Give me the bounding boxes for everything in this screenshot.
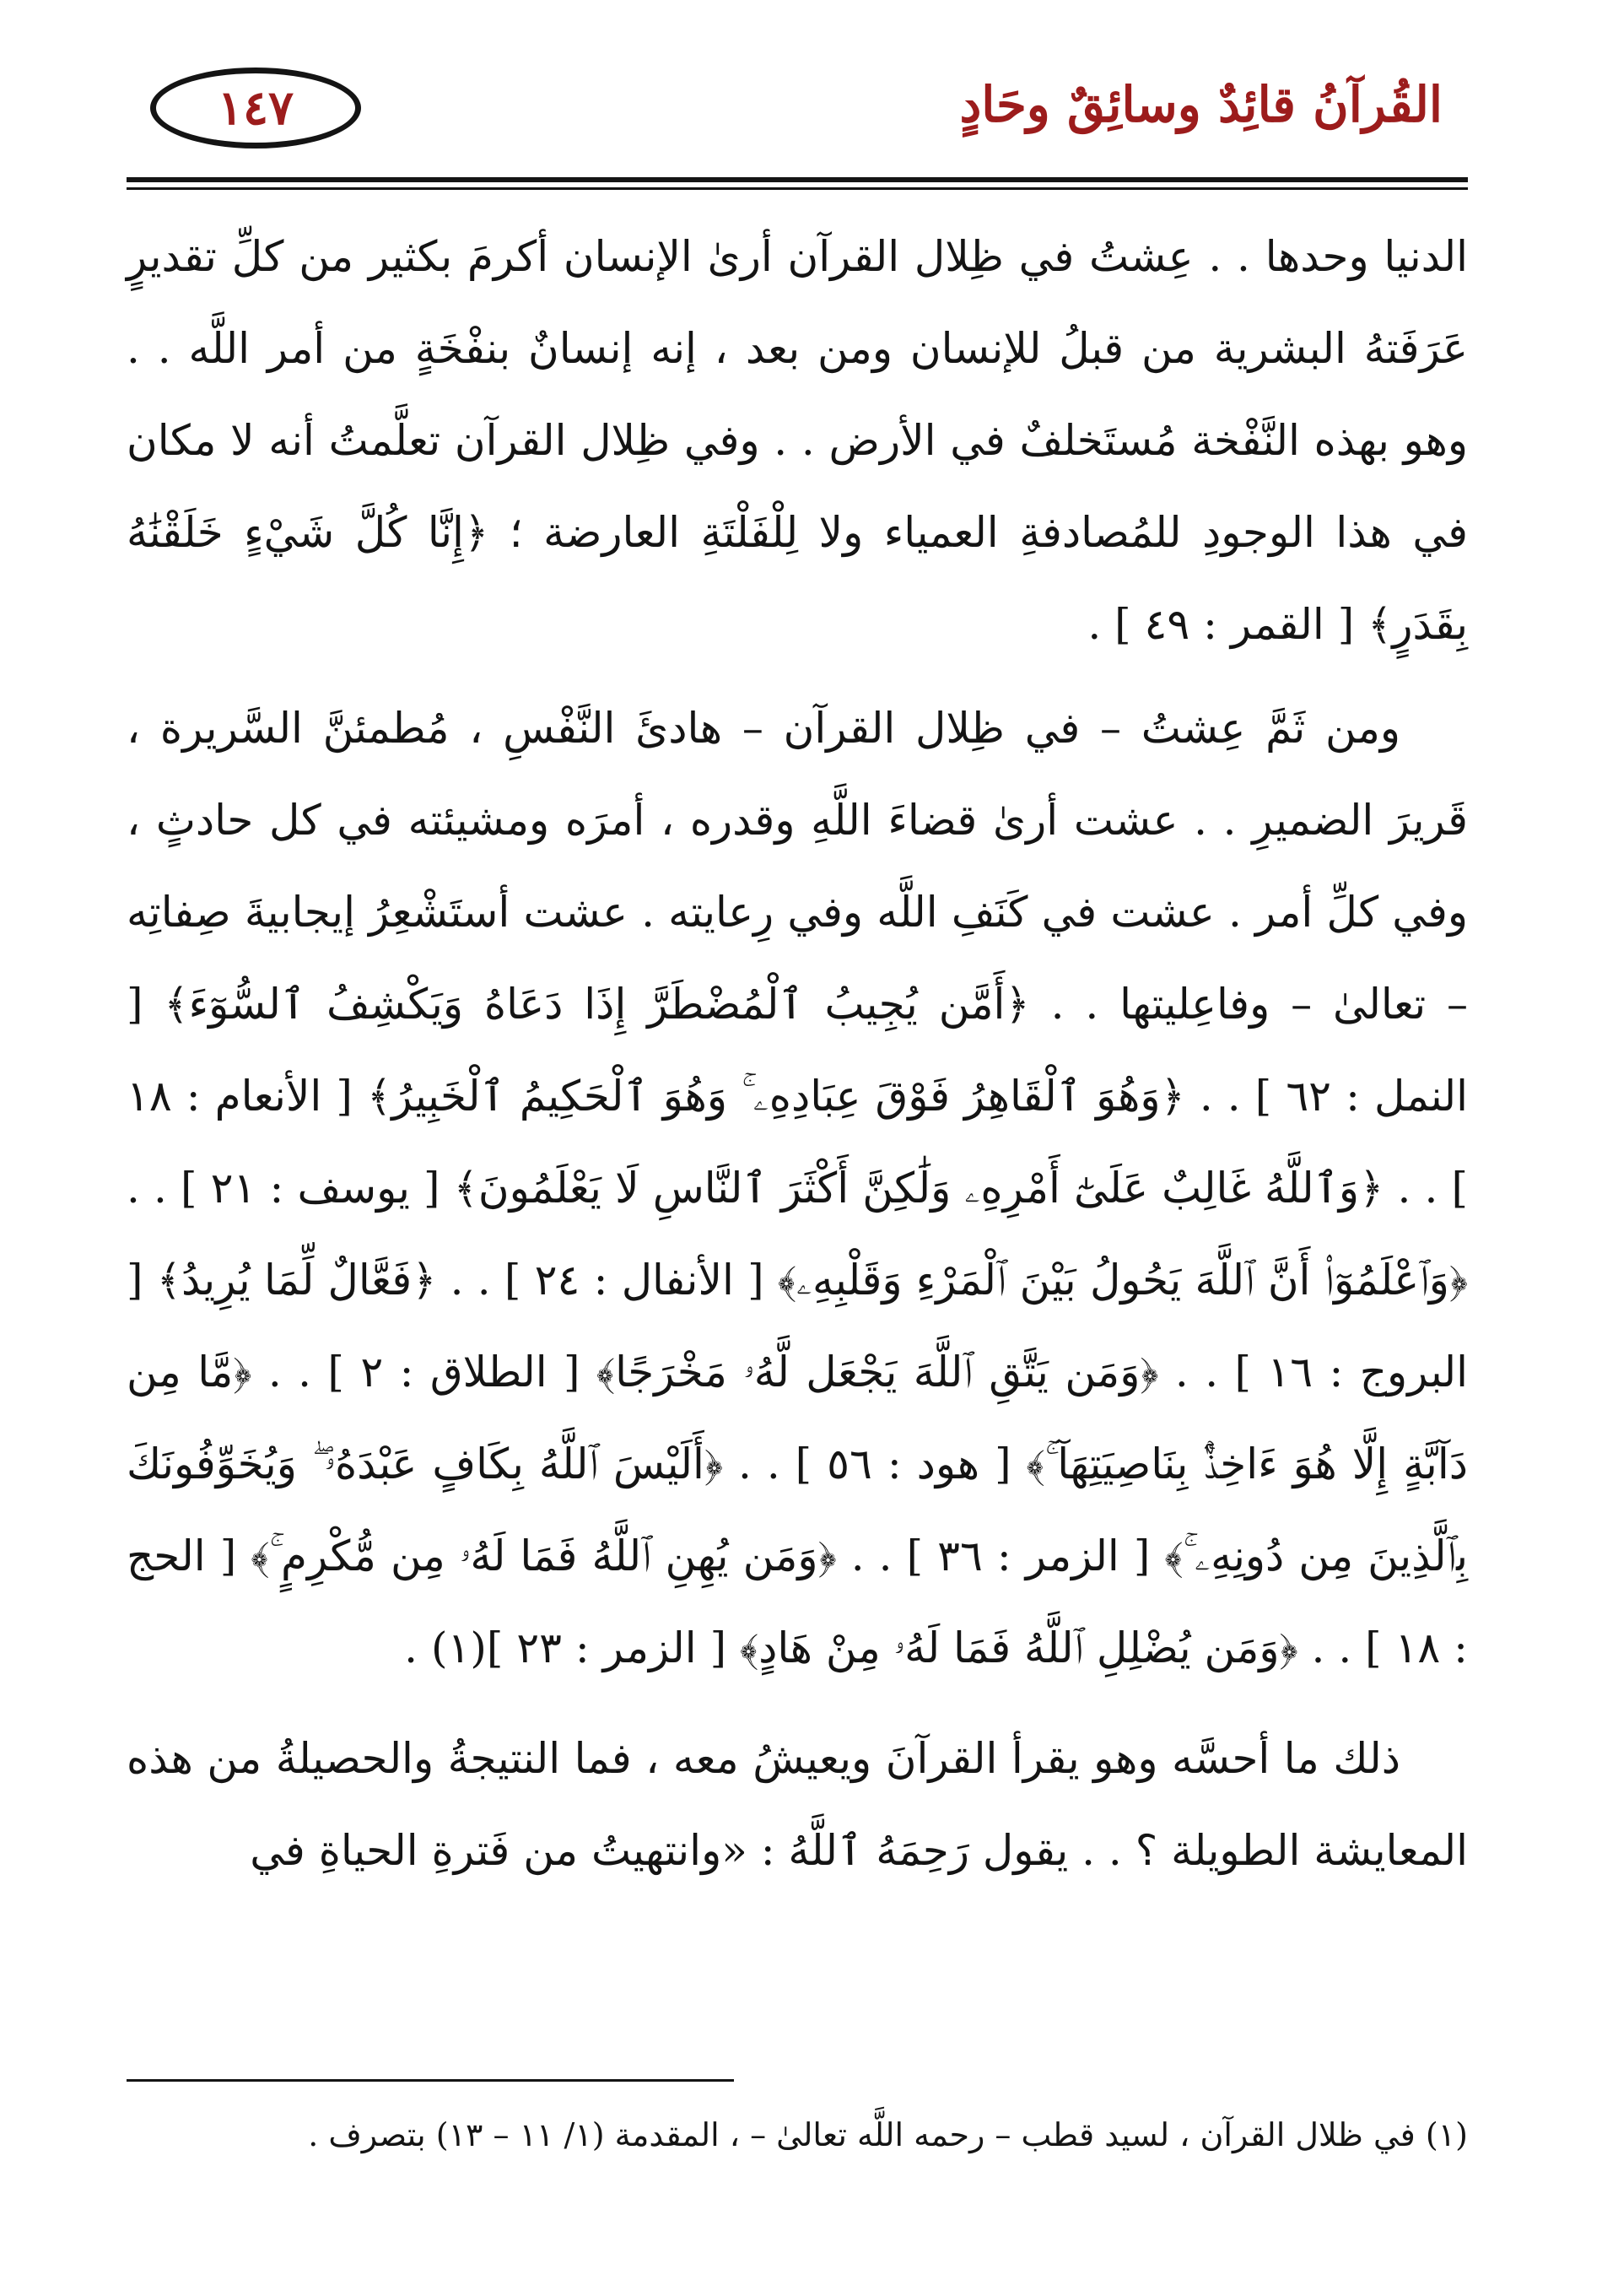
footnote: (١) في ظلال القرآن ، لسيد قطب – رحمه اللَّه تعالىٰ – ، المقدمة (١/ ١١ – ١٣) بتصرف . xyxy=(308,2116,1468,2153)
page-number: ١٤٧ xyxy=(150,68,361,149)
header-rule-thin xyxy=(127,187,1468,190)
book-page xyxy=(127,51,1468,2245)
paragraph-3: ذلك ما أحسَّه وهو يقرأ القرآنَ ويعيشُ معه ، فما النتيجةُ والحصيلةُ من هذه المعايشة الطويلة ؟ . . يقول رَحِمَهُ ٱللَّهُ : «وانتهيتُ من فَترةِ الحياةِ في xyxy=(127,1734,1468,1875)
paragraph-2: ومن ثَمَّ عِشتُ – في ظِلال القرآن – هادئَ النَّفْسِ ، مُطمئنَّ السَّريرة ، قَريرَ الضميرِ . . عشت أرىٰ قضاءَ اللَّهِ وقدره ، أمرَه ومشيئته في كل حادثٍ ، وفي كلِّ أمر . عشت في كَنَفِ اللَّه وفي رِعايته . عشت أستَشْعِرُ إيجابيةَ صِفاتِه – تعالىٰ – وفاعِليتها . . ﴿أَمَّن يُجِيبُ ٱلْمُضْطَرَّ إِذَا دَعَاهُ وَيَكْشِفُ ٱلسُّوٓءَ﴾ [ النمل : ٦٢ ] . . ﴿وَهُوَ ٱلْقَاهِرُ فَوْقَ عِبَادِهِۦ ۚ وَهُوَ ٱلْحَكِيمُ ٱلْخَبِيرُ﴾ [ الأنعام : ١٨ ] . . ﴿وَٱللَّهُ غَالِبٌ عَلَىٰٓ أَمْرِهِۦ وَلَٰكِنَّ أَكْثَرَ ٱلنَّاسِ لَا يَعْلَمُونَ﴾ [ يوسف : ٢١ ] . . ﴿وَٱعْلَمُوٓا۟ أَنَّ ٱللَّهَ يَحُولُ بَيْنَ ٱلْمَرْءِ وَقَلْبِهِۦ﴾ [ الأنفال : ٢٤ ] . . ﴿فَعَّالٌ لِّمَا يُرِيدُ﴾ [ البروج : ١٦ ] . . ﴿وَمَن يَتَّقِ ٱللَّهَ يَجْعَل لَّهُۥ مَخْرَجًا﴾ [ الطلاق : ٢ ] . . ﴿مَّا مِن دَآبَّةٍ إِلَّا هُوَ ءَاخِذٌۢ بِنَاصِيَتِهَآ ۚ﴾ [ هود : ٥٦ ] . . ﴿أَلَيْسَ ٱللَّهُ بِكَافٍ عَبْدَهُۥ ۖ وَيُخَوِّفُونَكَ بِٱلَّذِينَ مِن دُونِهِۦ ۚ﴾ [ الزمر : ٣٦ ] . . ﴿وَمَن يُهِنِ ٱللَّهُ فَمَا لَهُۥ مِن مُّكْرِمٍ ۚ﴾ [ الحج : ١٨ ] . . ﴿وَمَن يُضْلِلِ ٱللَّهُ فَمَا لَهُۥ مِنْ هَادٍ﴾ [ الزمر : ٢٣ ](١) . xyxy=(127,704,1469,1672)
paragraph-1: الدنيا وحدها . . عِشتُ في ظِلال القرآن أرىٰ الإنسان أكرمَ بكثير من كلِّ تقديرٍ عَرَفَتهُ البشرية من قبلُ للإنسان ومن بعد ، إنه إنسانٌ بنفْخَةٍ من أمر اللَّه . . وهو بهذه النَّفْخة مُستَخلفٌ في الأرض . . وفي ظِلال القرآن تعلَّمتُ أنه لا مكان في هذا الوجودِ للمُصادفةِ العمياء ولا لِلْفَلْتَةِ العارضة ؛ ﴿إِنَّا كُلَّ شَيْءٍ خَلَقْنَٰهُ بِقَدَرٍ﴾ [ القمر : ٤٩ ] . xyxy=(127,232,1468,649)
footnote-rule xyxy=(127,2079,734,2082)
header-rule-thick xyxy=(127,177,1468,182)
running-title: القُرآنُ قائِدٌ وسائِقٌ وحَادٍ xyxy=(959,76,1443,133)
body-text xyxy=(127,211,1468,1897)
